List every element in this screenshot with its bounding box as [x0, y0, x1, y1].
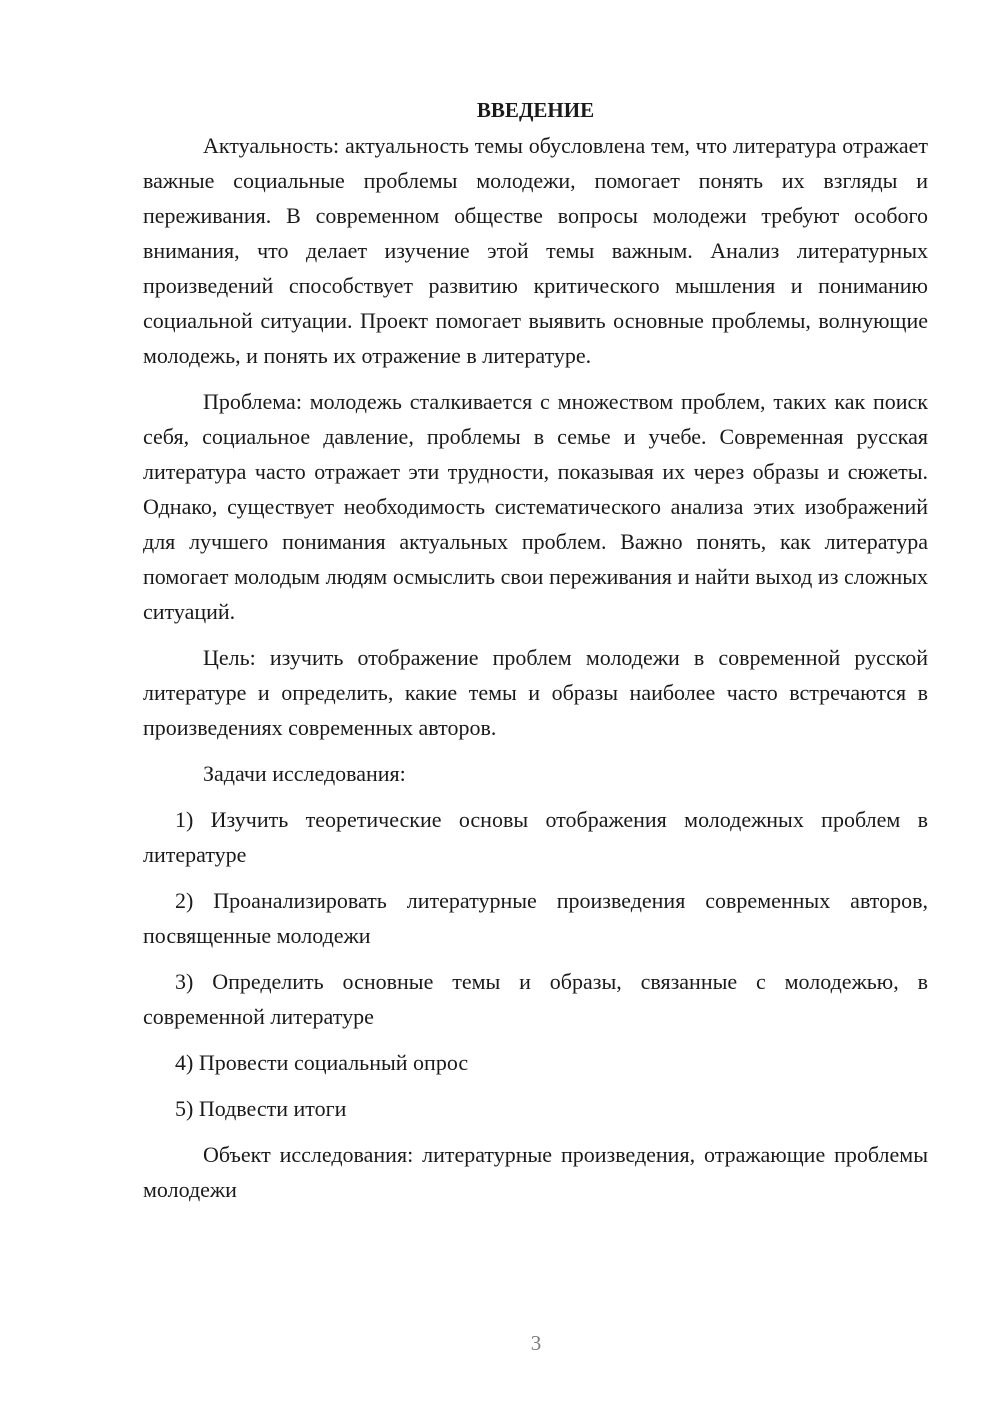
task-item-1: 1) Изучить теоретические основы отображения молодежных проблем в литературе	[143, 807, 928, 867]
page-number: 3	[530, 1331, 542, 1355]
task-item-3: 3) Определить основные темы и образы, связанные с молодежью, в современной литературе	[143, 969, 928, 1029]
tasks-title: Задачи исследования:	[203, 761, 406, 786]
goal-paragraph: Цель: изучить отображение проблем молодежи в современной русской литературе и определить, какие темы и образы наиболее часто встречаются в произведениях современных авторов.	[143, 645, 928, 740]
problem-paragraph: Проблема: молодежь сталкивается с множеством проблем, таких как поиск себя, социальное давление, проблемы в семье и учебе. Современная русская литература часто отражает эти трудности, показывая их через образы и сюжеты. Однако, существует необходимость систематического анализа этих изображений для лучшего понимания актуальных проблем. Важно понять, как литература помогает молодым людям осмыслить свои переживания и найти выход из сложных ситуаций.	[143, 389, 928, 624]
task-item-4: 4) Провести социальный опрос	[175, 1050, 469, 1075]
page-content	[143, 93, 928, 1218]
section-heading: ВВЕДЕНИЕ	[476, 98, 595, 122]
task-item-5: 5) Подвести итоги	[175, 1096, 347, 1121]
object-paragraph: Объект исследования: литературные произведения, отражающие проблемы молодежи	[143, 1142, 928, 1202]
task-item-2: 2) Проанализировать литературные произведения современных авторов, посвященные молодежи	[143, 888, 928, 948]
relevance-paragraph: Актуальность: актуальность темы обусловлена тем, что литература отражает важные социальные проблемы молодежи, помогает понять их взгляды и переживания. В современном обществе вопросы молодежи требуют особого внимания, что делает изучение этой темы важным. Анализ литературных произведений способствует развитию критического мышления и пониманию социальной ситуации. Проект помогает выявить основные проблемы, волнующие молодежь, и понять их отражение в литературе.	[143, 133, 928, 368]
